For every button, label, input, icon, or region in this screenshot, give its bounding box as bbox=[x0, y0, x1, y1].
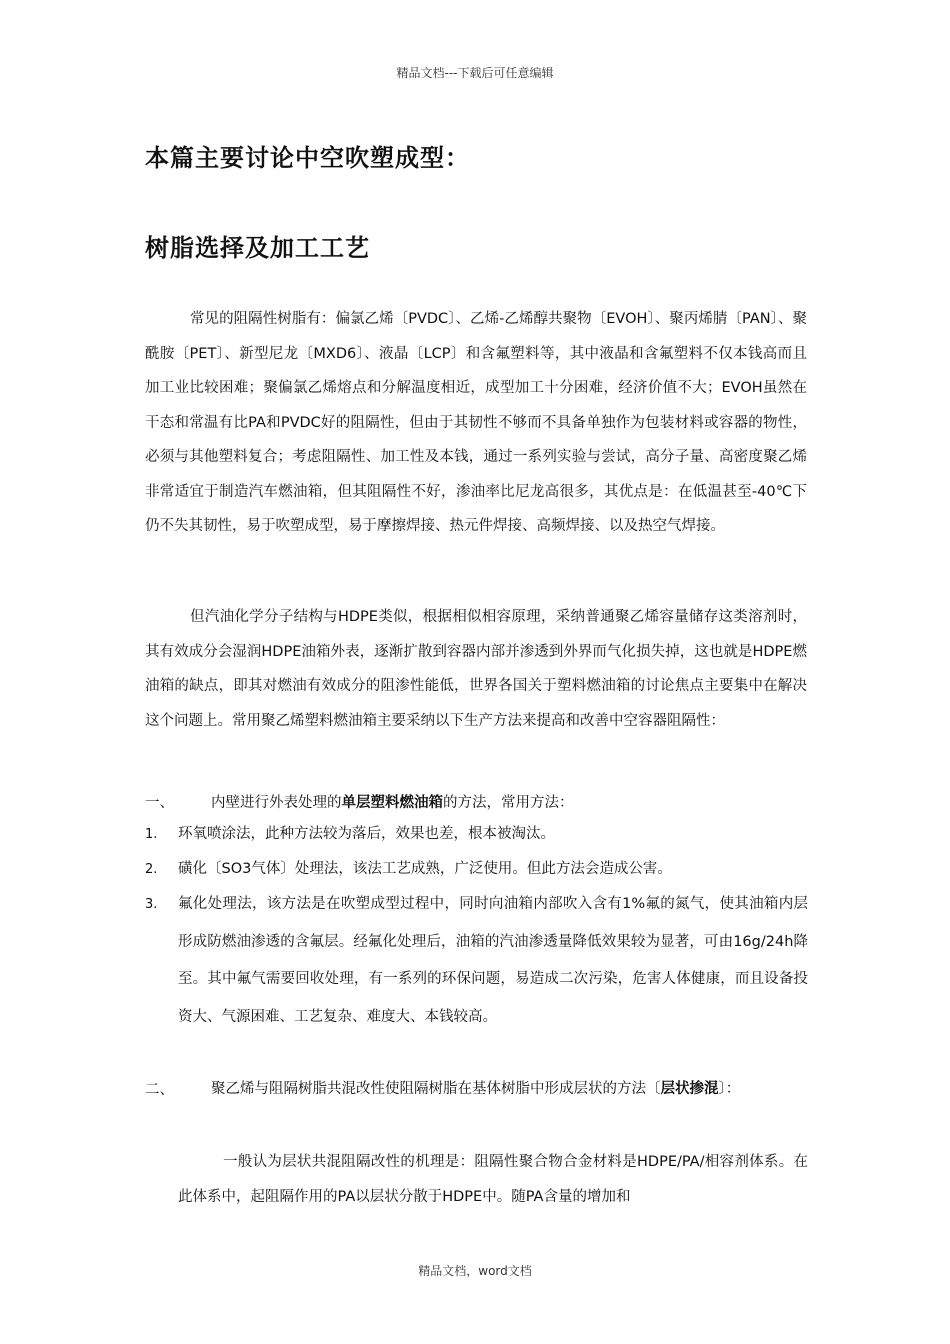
list-item-text: 氟化处理法，该方法是在吹塑成型过程中，同时向油箱内部吹入含有1%氟的氮气，使其油箱内层形成防燃油渗透的含氟层。经氟化处理后，油箱的汽油渗透量降低效果较为显著，可由16g/24h降至。其中氟气需要回收处理，有一系列的环保问题，易造成二次污染，危害人体健康，而且设备投资大、气源困难、工艺复杂、难度大、本钱较高。 bbox=[178, 896, 808, 1025]
paragraph-mechanism: 一般认为层状共混阻隔改性的机理是：阻隔性聚合物合金材料是HDPE/PA/相容剂体系。在此体系中，起阻隔作用的PA以层状分散于HDPE中。随PA含量的增加和 bbox=[178, 1154, 808, 1205]
page-footer: 精品文档，word文档 bbox=[418, 1264, 532, 1278]
section2-text-bold: 层状掺 bbox=[660, 1081, 704, 1097]
section2-text-bold-cont: 混 bbox=[704, 1081, 719, 1097]
section1-text-bold: 单层塑料燃油箱 bbox=[341, 795, 443, 811]
paragraph-gasoline: 但汽油化学分子结构与HDPE类似，根据相似相容原理，采纳普通聚乙烯容量储存这类溶剂时，其有效成分会湿润HDPE油箱外表，逐渐扩散到容器内部并渗透到外界而气化损失掉，这也就是HDPE燃油箱的缺点，即其对燃油有效成分的阻渗性能低，世界各国关于塑料燃油箱的讨论焦点主要集中在解决这个问题上。常用聚乙烯塑料燃油箱主要采纳以下生产方法来提高和改善中空容器阻隔性： bbox=[145, 609, 807, 729]
section2-text-after: 〕： bbox=[718, 1081, 741, 1097]
section-heading: 树脂选择及加工工艺 bbox=[145, 234, 370, 262]
paragraph-resins: 常见的阻隔性树脂有：偏氯乙烯〔PVDC〕、乙烯-乙烯醇共聚物〔EVOH〕、聚丙烯腈〔PAN〕、聚酰胺〔PET〕、新型尼龙〔MXD6〕、液晶〔LCP〕和含氟塑料等，其中液晶和含氟塑料不仅本钱高而且加工业比较困难；聚偏氯乙烯熔点和分解温度相近，成型加工十分困难，经济价值不大；EVOH虽然在干态和常温有比PA和PVDC好的阻隔性，但由于其韧性不够而不具备单独作为包装材料或容器的物性，必须与其他塑料复合；考虑阻隔性、加工性及本钱，通过一系列实验与尝试，高分子量、高密度聚乙烯非常适宜于制造汽车燃油箱，但其阻隔性不好，渗油率比尼龙高很多，其优点是：在低温甚至-40℃下仍不失其韧性，易于吹塑成型，易于摩擦焊接、热元件焊接、高频焊接、以及热空气焊接。 bbox=[145, 311, 807, 534]
list-item-number: 3. bbox=[145, 897, 158, 912]
list-item-number: 1. bbox=[145, 827, 158, 842]
document-title: 本篇主要讨论中空吹塑成型： bbox=[145, 144, 470, 172]
section1-text-after: 的方法，常用方法： bbox=[443, 795, 574, 811]
section2-marker: 二、 bbox=[145, 1082, 174, 1098]
section2-heading bbox=[178, 1071, 808, 1109]
section1-text-before: 内壁进行外表处理的 bbox=[211, 795, 342, 811]
list-item-number: 2. bbox=[145, 862, 158, 877]
list-item-text: 环氧喷涂法，此种方法较为落后，效果也差，根本被淘汰。 bbox=[178, 826, 555, 842]
list-item-text: 磺化〔SO3气体〕处理法，该法工艺成熟，广泛使用。但此方法会造成公害。 bbox=[178, 861, 672, 877]
section2-text-before: 聚乙烯与阻隔树脂共混改性使阻隔树脂在基体树脂中形成层状的方法〔 bbox=[211, 1081, 661, 1097]
section1-marker: 一、 bbox=[145, 795, 174, 811]
page-header: 精品文档---下载后可任意编辑 bbox=[396, 66, 554, 80]
